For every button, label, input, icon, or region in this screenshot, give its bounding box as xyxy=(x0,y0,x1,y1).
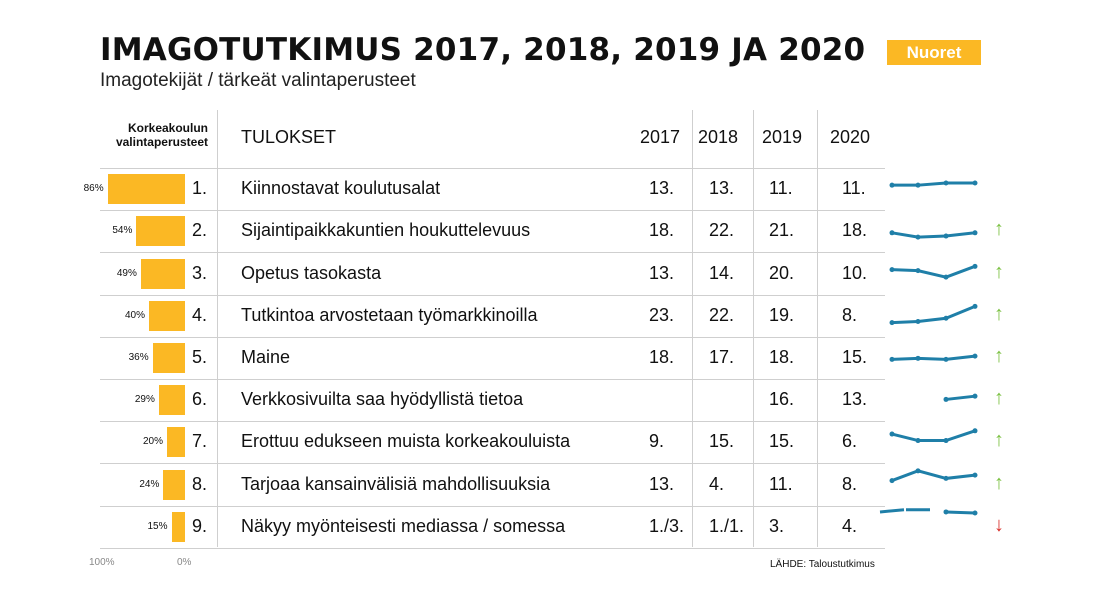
percent-bar xyxy=(141,259,185,289)
criterion-label: Verkkosivuilta saa hyödyllistä tietoa xyxy=(241,389,524,410)
criterion-label: Näkyy myönteisesti mediassa / somessa xyxy=(241,515,566,536)
sparkline-point xyxy=(916,183,921,188)
percent-label: 86% xyxy=(83,183,104,195)
rank-number: 6. xyxy=(192,389,208,410)
sparkline xyxy=(946,396,975,399)
sparkline-point xyxy=(973,181,978,186)
row-separator xyxy=(100,548,885,549)
row-separator xyxy=(100,337,885,338)
year-rank-value: 15. xyxy=(842,346,868,367)
criterion-label: Tarjoaa kansainvälisiä mahdollisuuksia xyxy=(241,473,551,494)
year-rank-value: 11. xyxy=(769,473,793,494)
year-rank-value: 16. xyxy=(769,389,795,410)
sparkline-point xyxy=(916,268,921,273)
year-rank-value: 13. xyxy=(842,389,868,410)
sparkline-point xyxy=(916,438,921,443)
year-rank-value: 1./3. xyxy=(649,515,685,536)
year-header-2020: 2020 xyxy=(830,127,871,147)
sparkline-point xyxy=(973,394,978,399)
bar-axis-max-label: 100% xyxy=(89,557,115,568)
year-rank-value: 15. xyxy=(769,431,795,452)
divider-results xyxy=(217,110,218,547)
sparkline xyxy=(892,183,975,185)
sparkline xyxy=(892,471,975,481)
sparkline xyxy=(892,306,975,322)
sparkline xyxy=(892,431,975,441)
sparkline xyxy=(892,266,975,277)
percent-label: 40% xyxy=(124,309,145,321)
criterion-label: Erottuu edukseen muista korkeakouluista xyxy=(241,431,571,452)
year-rank-value: 18. xyxy=(769,346,795,367)
trend-sparklines xyxy=(880,170,980,550)
sparkline-point xyxy=(973,473,978,478)
sparkline-point xyxy=(944,357,949,362)
rank-number: 8. xyxy=(192,473,208,494)
results-column-header: TULOKSET xyxy=(241,127,337,147)
percent-bar xyxy=(172,512,186,542)
year-rank-value: 13. xyxy=(649,473,675,494)
sparkline-point xyxy=(973,264,978,269)
divider-2019 xyxy=(753,110,754,547)
row-separator xyxy=(100,463,885,464)
year-rank-value: 10. xyxy=(842,262,868,283)
percent-label: 29% xyxy=(134,394,155,406)
year-rank-value: 17. xyxy=(709,346,735,367)
sparkline-point xyxy=(944,316,949,321)
year-rank-value: 11. xyxy=(842,178,866,199)
trend-down-arrow-icon: ↓ xyxy=(994,513,1004,536)
year-rank-value: 4. xyxy=(842,515,858,536)
row-separator xyxy=(100,506,885,507)
trend-up-arrow-icon: ↑ xyxy=(994,429,1004,452)
percent-bar xyxy=(159,385,185,415)
sparkline-point xyxy=(944,234,949,239)
bar-axis-min-label: 0% xyxy=(177,557,192,568)
row-separator xyxy=(100,295,885,296)
year-header-2017: 2017 xyxy=(640,127,681,147)
sparkline-point xyxy=(890,478,895,483)
percent-bar xyxy=(153,343,185,373)
row-separator xyxy=(100,168,885,169)
sparkline-point xyxy=(973,511,978,516)
percent-bar xyxy=(167,427,185,457)
rank-number: 2. xyxy=(192,220,208,241)
page-title: IMAGOTUTKIMUS 2017, 2018, 2019 JA 2020 xyxy=(100,32,866,68)
criterion-label: Opetus tasokasta xyxy=(241,262,382,283)
year-rank-value: 14. xyxy=(709,262,735,283)
sparkline-point xyxy=(973,354,978,359)
sparkline-point xyxy=(890,432,895,437)
percent-bar xyxy=(163,470,185,500)
year-rank-value: 23. xyxy=(649,304,675,325)
sparkline-point xyxy=(890,183,895,188)
percent-label: 15% xyxy=(147,520,168,532)
trend-up-arrow-icon: ↑ xyxy=(994,471,1004,494)
sparkline xyxy=(892,233,975,237)
sparkline-point xyxy=(944,275,949,280)
year-rank-value: 11. xyxy=(769,178,793,199)
percent-bar xyxy=(149,301,185,331)
trend-up-arrow-icon: ↑ xyxy=(994,218,1004,241)
year-rank-value: 9. xyxy=(649,431,665,452)
rank-number: 4. xyxy=(192,304,208,325)
rank-number: 9. xyxy=(192,515,208,536)
sparkline-point xyxy=(973,428,978,433)
year-rank-value: 15. xyxy=(709,431,735,452)
sparkline-point xyxy=(890,267,895,272)
year-rank-value: 21. xyxy=(769,220,795,241)
rank-number: 7. xyxy=(192,431,208,452)
year-rank-value: 3. xyxy=(769,515,785,536)
criterion-label: Sijaintipaikkakuntien houkuttelevuus xyxy=(241,220,531,241)
sparkline-point xyxy=(890,357,895,362)
percent-bar xyxy=(108,174,185,204)
year-rank-value: 18. xyxy=(649,346,675,367)
sparkline-point xyxy=(944,181,949,186)
sparkline-point xyxy=(944,509,949,514)
sparkline-point xyxy=(973,230,978,235)
year-rank-value: 4. xyxy=(709,473,725,494)
percent-bar xyxy=(136,216,185,246)
rank-number: 3. xyxy=(192,262,208,283)
sparkline-point xyxy=(916,319,921,324)
row-separator xyxy=(100,421,885,422)
year-rank-value: 20. xyxy=(769,262,795,283)
year-rank-value: 13. xyxy=(649,262,675,283)
divider-2020 xyxy=(817,110,818,547)
year-header-2018: 2018 xyxy=(698,127,739,147)
sparkline-point xyxy=(944,438,949,443)
percent-label: 24% xyxy=(139,478,160,490)
sparkline xyxy=(946,512,975,513)
row-separator xyxy=(100,210,885,211)
rank-number: 5. xyxy=(192,346,208,367)
trend-up-arrow-icon: ↑ xyxy=(994,302,1004,325)
trend-up-arrow-icon: ↑ xyxy=(994,344,1004,367)
percent-label: 20% xyxy=(142,436,163,448)
row-separator xyxy=(100,379,885,380)
sparkline-point xyxy=(944,476,949,481)
criterion-label: Tutkintoa arvostetaan työmarkkinoilla xyxy=(241,304,538,325)
trend-up-arrow-icon: ↑ xyxy=(994,260,1004,283)
row-separator xyxy=(100,252,885,253)
group-badge: Nuoret xyxy=(887,40,981,65)
year-rank-value: 1./1. xyxy=(709,515,745,536)
criterion-label: Kiinnostavat koulutusalat xyxy=(241,178,441,199)
year-header-2019: 2019 xyxy=(762,127,803,147)
source-note: LÄHDE: Taloustutkimus xyxy=(770,559,875,570)
year-rank-value: 19. xyxy=(769,304,795,325)
page-subtitle: Imagotekijät / tärkeät valintaperusteet xyxy=(100,70,416,91)
year-rank-value: 22. xyxy=(709,220,735,241)
rank-number: 1. xyxy=(192,178,208,199)
percent-label: 49% xyxy=(116,267,137,279)
year-rank-value: 13. xyxy=(649,178,675,199)
bar-column-header: Korkeakoulun valintaperusteet xyxy=(115,121,208,149)
percent-label: 36% xyxy=(128,351,149,363)
year-rank-value: 18. xyxy=(842,220,868,241)
sparkline-point xyxy=(944,397,949,402)
sparkline-split-mark xyxy=(880,510,904,512)
sparkline-point xyxy=(973,304,978,309)
divider-2018 xyxy=(692,110,693,547)
sparkline-point xyxy=(916,235,921,240)
sparkline-point xyxy=(890,320,895,325)
trend-up-arrow-icon: ↑ xyxy=(994,387,1004,410)
year-rank-value: 13. xyxy=(709,178,735,199)
percent-label: 54% xyxy=(112,225,133,237)
sparkline-point xyxy=(916,468,921,473)
year-rank-value: 8. xyxy=(842,304,858,325)
year-rank-value: 6. xyxy=(842,431,858,452)
sparkline-point xyxy=(890,230,895,235)
year-rank-value: 8. xyxy=(842,473,858,494)
sparkline xyxy=(892,356,975,359)
year-rank-value: 18. xyxy=(649,220,675,241)
criterion-label: Maine xyxy=(241,346,291,367)
year-rank-value: 22. xyxy=(709,304,735,325)
sparkline-point xyxy=(916,356,921,361)
